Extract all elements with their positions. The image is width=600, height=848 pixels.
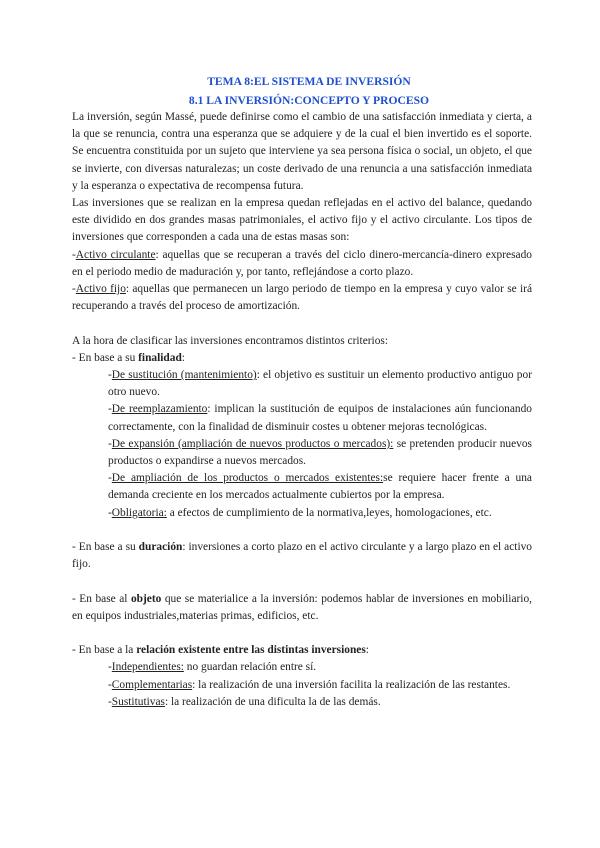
activo-circulante-item: -Activo circulante: aquellas que se recuperan a través del ciclo dinero-mercancía-dinero expresado en el periodo medio de maduración y, por tanto, reflejándose a corto plazo. <box>72 248 532 278</box>
activo-fijo-item: -Activo fijo: aquellas que permanecen un largo periodo de tiempo en la empresa y cuyo valor se irá recuperando a través del proceso de amortización. <box>72 283 532 313</box>
duracion-item: - En base a su duración: inversiones a corto plazo en el activo circulante y a largo plazo en el activo fijo. <box>72 541 533 571</box>
relacion-item-independientes: -Independientes: no guardan relación entre sí. <box>108 661 317 674</box>
finalidad-keyword: finalidad <box>138 351 182 364</box>
intro-paragraph-2: Las inversiones que se realizan en la empresa quedan reflejadas en el activo del balance, quedando este dividido en dos grandes masas patrimoniales, el activo fijo y el activo circulante. Los tipos de inversiones que corresponden a cada una de estas masas son: <box>72 197 532 244</box>
finalidad-item-reemplazamiento: -De reemplazamiento: implican la sustitución de equipos de instalaciones aún funcionando correctamente, con la finalidad de disminuir costes u obtener mejoras tecnológicas. <box>108 403 532 433</box>
finalidad-item-sustitucion: -De sustitución (mantenimiento): el objetivo es sustituir un elemento productivo antiguo por otro nuevo. <box>108 369 532 399</box>
activo-fijo-text: : aquellas que permanecen un largo periodo de tiempo en la empresa y cuyo valor se irá recuperando a través del proceso de amortización. <box>72 283 532 313</box>
finalidad-heading: - En base a su finalidad: <box>72 351 185 364</box>
relacion-item-sustitutivas: -Sustitutivas: la realización de una dificulta la de las demás. <box>108 695 381 708</box>
objeto-keyword: objeto <box>130 592 162 605</box>
duracion-keyword: duración <box>138 541 183 554</box>
relacion-keyword: relación existente entre las distintas inversiones <box>136 644 366 657</box>
finalidad-item-obligatoria: -Obligatoria: a efectos de cumplimiento de la normativa,leyes, homologaciones, etc. <box>108 506 492 519</box>
activo-fijo-label: Activo fijo <box>75 283 126 296</box>
section-title: 8.1 LA INVERSIÓN:CONCEPTO Y PROCESO <box>188 94 430 107</box>
intro-paragraph-1: La inversión, según Massé, puede definirse como el cambio de una satisfacción inmediata y cierta, a la que se renuncia, contra una esperanza que se adquiere y de la cual el bien invertido es el soporte. Se encuentra constituida por un sujeto que interviene ya sea persona física o social, un objeto, el que se invierte, con diversas naturalezas; un coste derivado de una renuncia a una satisfacción inmediata y la esperanza o expectativa de recompensa futura. <box>72 111 532 192</box>
finalidad-item-ampliacion: -De ampliación de los productos o mercados existentes:se requiere hacer frente a una demanda creciente en los mercados actualmente cubiertos por la empresa. <box>108 472 532 502</box>
objeto-item: - En base al objeto que se materialice a la inversión: podemos hablar de inversiones en mobiliario, en equipos industriales,materias primas, edificios, etc. <box>72 592 533 622</box>
activo-circulante-label: Activo circulante <box>75 248 156 261</box>
criteria-intro: A la hora de clasificar las inversiones encontramos distintos criterios: <box>72 334 389 347</box>
document-page <box>72 73 532 711</box>
activo-circulante-text: : aquellas que se recuperan a través del ciclo dinero-mercancía-dinero expresado en el periodo medio de maduración y, por tanto, reflejándose a corto plazo. <box>72 248 532 278</box>
relacion-heading: - En base a la relación existente entre las distintas inversiones: <box>72 644 369 657</box>
finalidad-item-expansion: -De expansión (ampliación de nuevos productos o mercados): se pretenden producir nuevos productos o expandirse a nuevos mercados. <box>108 437 532 468</box>
page-title: TEMA 8:EL SISTEMA DE INVERSIÓN <box>207 75 411 88</box>
relacion-item-complementarias: -Complementarias: la realización de una inversión facilita la realización de las restantes. <box>108 678 511 691</box>
